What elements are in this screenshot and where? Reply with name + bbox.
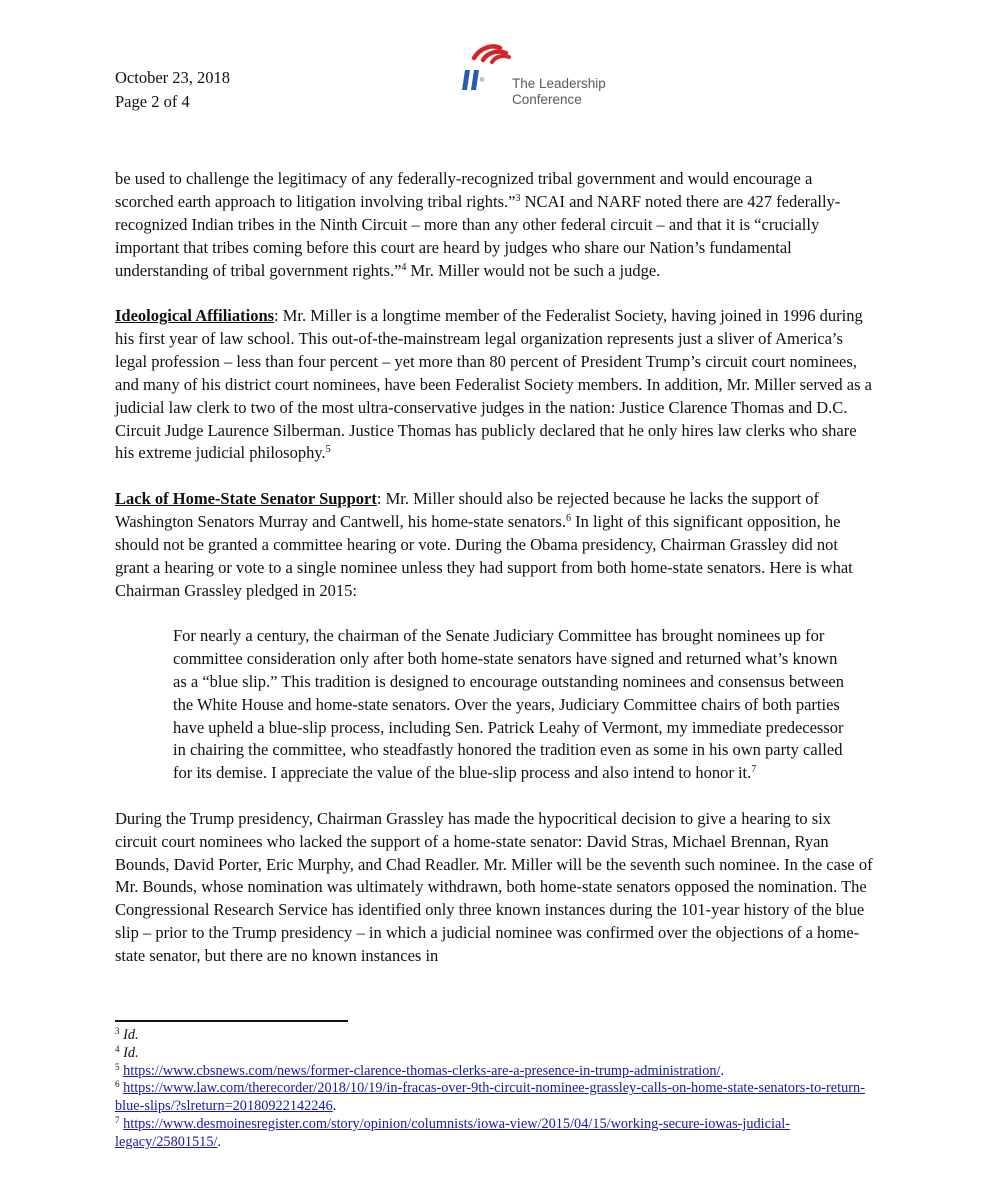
footnote-link[interactable]: https://www.law.com/therecorder/2018/10/19/in-fracas-over-9th-circuit-nominee-grassley-calls-on-home-state-senators-to-return-blue-slips/?slreturn=20180922142246 xyxy=(115,1080,865,1115)
footnote-4: $^4$ Id. xyxy=(115,1043,139,1061)
footnote-6: $^6$ https://www.law.com/therecorder/2018/10/19/in-fracas-over-9th-circuit-nominee-grassley-calls-on-home-state-senators-to-return-blue-slips/?slreturn=20180922142246. xyxy=(115,1079,865,1115)
footnote-ref: 4 xyxy=(401,261,407,273)
paragraph-tribal-rights: be used to challenge the legitimacy of any federally-recognized tribal government and would encourage a scorched earth approach to litigation involving tribal rights.”$^3$ NCAI and NARF noted there are 427 federally-recognized Indian tribes in the Ninth Circuit – more than any other federal circuit – and that it is “crucially important that tribes coming before this court are heard by judges who share our Nation’s fundamental understanding of tribal government rights.”$^4$ Mr. Miller would not be such a judge. xyxy=(115,169,841,280)
footnote-3: $^3$ Id. xyxy=(115,1026,139,1043)
paragraph-ideological-affiliations: Ideological Affiliations: Mr. Miller is a longtime member of the Federalist Society, having joined in 1996 during his first year of law school. This out-of-the-mainstream legal organization represents just a sliver of America’s legal profession – less than four percent – yet more than 80 percent of President Trump’s circuit court nominees, and many of his district court nominees, have been Federalist Society members. In addition, Mr. Miller served as a judicial law clerk to two of the most ultra-conservative judges in the nation: Justice Clarence Thomas and D.C. Circuit Judge Laurence Silberman. Justice Thomas has publicly declared that he only hires law clerks who share his extreme judicial philosophy.$^5$ xyxy=(115,306,872,463)
footnote-link[interactable]: https://www.cbsnews.com/news/former-clarence-thomas-clerks-are-a-presence-in-trump-administration/ xyxy=(123,1062,721,1079)
paragraph-trump-presidency: During the Trump presidency, Chairman Grassley has made the hypocritical decision to give a hearing to six circuit court nominees who lacked the support of a home-state senator: David Stras, Michael Brennan, Ryan Bounds, David Porter, Eric Murphy, and Chad Readler. Mr. Miller will be the seventh such nominee. In the case of Mr. Bounds, whose nomination was ultimately withdrawn, both home-state senators opposed the nomination. The Congressional Research Service has identified only three known instances during the 101-year history of the blue slip – prior to the Trump presidency – in which a judicial nominee was confirmed over the objections of a home-state senator, but there are no known instances in xyxy=(115,808,873,966)
footnotes xyxy=(115,1027,875,1152)
footnote-ref: 7 xyxy=(751,764,757,776)
footnote-7: $^7$ https://www.desmoinesregister.com/story/opinion/columnists/iowa-view/2015/04/15/working-secure-iowas-judicial-legacy/25801515/. xyxy=(115,1114,791,1150)
page-number: Page 2 of 4 xyxy=(115,92,190,111)
block-quote-grassley: For nearly a century, the chairman of the Senate Judiciary Committee has brought nominees up for committee consideration only after both home-state senators have signed and returned what’s known as a “blue slip.” This tradition is designed to encourage outstanding nominees and consensus between the White House and home-state senators. Over the years, Judiciary Committee chairs of both parties have upheld a blue-slip process, including Sen. Patrick Leahy of Vermont, my immediate predecessor in chairing the committee, who steadfastly honored the tradition even as some in his own party called for its demise. I appreciate the value of the blue-slip process and also intend to honor it.$^7$ xyxy=(173,625,844,783)
footnote-ref: 6 xyxy=(565,512,571,524)
footnote-link[interactable]: https://www.desmoinesregister.com/story/opinion/columnists/iowa-view/2015/04/15/working-secure-iowas-judicial-legacy/25801515/ xyxy=(115,1115,791,1150)
letter-body xyxy=(115,168,875,991)
letter-date: October 23, 2018 xyxy=(115,68,231,87)
logo-text-line2: Conference xyxy=(512,92,582,107)
footnote-ref: 5 xyxy=(325,444,331,456)
paragraph-home-state-support: Lack of Home-State Senator Support: Mr. Miller should also be rejected because he lacks the support of Washington Senators Murray and Cantwell, his home-state senators.$^6$ In light of this significant opposition, he should not be granted a committee hearing or vote. During the Obama presidency, Chairman Grassley did not grant a hearing or vote to a single nominee unless they had support from both home-state senators. Here is what Chairman Grassley pledged in 2015: xyxy=(115,488,853,600)
logo-text-line1: The Leadership xyxy=(512,76,606,91)
section-heading: Lack of Home-State Senator Support xyxy=(115,488,377,508)
footnote-divider xyxy=(115,1020,348,1022)
footnote-5: $^5$ https://www.cbsnews.com/news/former-clarence-thomas-clerks-are-a-presence-in-trump-administration/. xyxy=(115,1061,725,1079)
leadership-conference-logo xyxy=(456,44,626,114)
footnote-ref: 3 xyxy=(515,192,521,204)
section-heading: Ideological Affiliations xyxy=(115,306,275,326)
logo-swoosh-icon xyxy=(456,44,516,96)
logo-registered-mark: ® xyxy=(480,78,485,84)
